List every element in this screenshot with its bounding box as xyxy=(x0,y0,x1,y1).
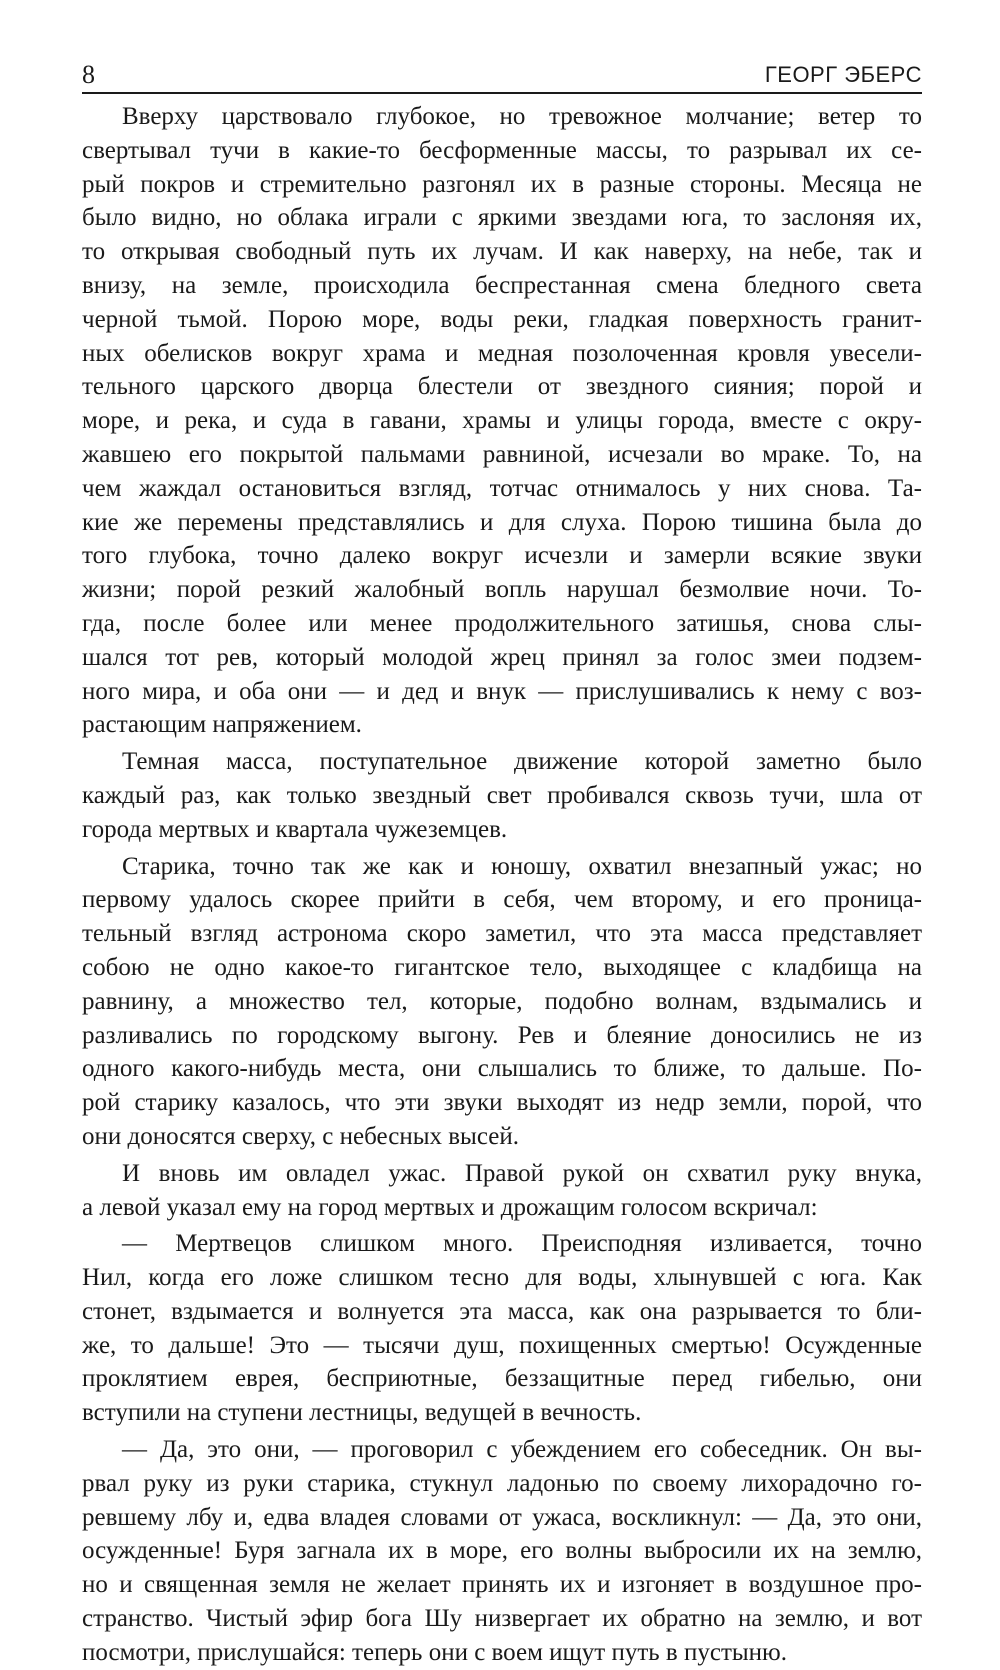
text-line: осужденные! Буря загнала их в море, его волны выбросили их на землю, xyxy=(82,1537,922,1565)
text-line: жавшею его покрытой пальмами равниной, исчезали во мраке. То, на xyxy=(82,440,922,468)
text-line: Старика, точно так же как и юношу, охватил внезапный ужас; но xyxy=(122,852,922,880)
text-line: море, и река, и суда в гавани, храмы и улицы города, вместе с окру- xyxy=(82,407,922,435)
text-line: собою не одно какое-то гигантское тело, выходящее с кладбища на xyxy=(82,953,922,981)
text-line: тельного царского дворца блестели от звездного сияния; порой и xyxy=(82,373,922,401)
text-line: И вновь им овладел ужас. Правой рукой он схватил руку внука, xyxy=(122,1159,922,1187)
text-line: Нил, когда его ложе слишком тесно для воды, хлынувшей с юга. Как xyxy=(82,1264,922,1292)
text-line: черной тьмой. Порою море, воды реки, гладкая поверхность гранит- xyxy=(82,305,922,333)
text-line: одного какого-нибудь места, они слышались то ближе, то дальше. По- xyxy=(82,1055,922,1083)
text-line: странство. Чистый эфир бога Шу низвергает их обратно на землю, и вот xyxy=(82,1605,922,1633)
page-header xyxy=(82,60,922,94)
text-line: свертывал тучи в какие-то бесформенные массы, то разрывал их се- xyxy=(82,136,922,164)
text-line: разливались по городскому выгону. Рев и блеяние доносились не из xyxy=(82,1021,922,1049)
paragraph xyxy=(82,1157,922,1225)
text-line: равнину, а множество тел, которые, подобно волнам, вздымались и xyxy=(82,987,922,1015)
text-line: кие же перемены представлялись и для слуха. Порою тишина была до xyxy=(82,508,922,536)
text-line: внизу, на земле, происходила беспрестанная смена бледного света xyxy=(82,271,922,299)
text-line: рой старику казалось, что эти звуки выходят из недр земли, порой, что xyxy=(82,1089,922,1117)
text-line: проклятием еврея, бесприютные, беззащитные перед гибелью, они xyxy=(82,1365,922,1393)
text-line: но и священная земля не желает принять их и изгоняет в воздушное про- xyxy=(82,1571,922,1599)
paragraph xyxy=(82,850,922,1154)
text-line: стонет, вздымается и волнуется эта масса, как она разрывается то бли- xyxy=(82,1297,922,1325)
text-line: они доносятся сверху, с небесных высей. xyxy=(82,1122,519,1150)
paragraph xyxy=(82,1227,922,1430)
text-line: Вверху царствовало глубокое, но тревожное молчание; ветер то xyxy=(122,103,922,130)
text-line: вступили на ступени лестницы, ведущей в вечность. xyxy=(82,1399,642,1427)
text-line: шался тот рев, который молодой жрец принял за голос змеи подзем- xyxy=(82,643,922,671)
text-line: растающим напряжением. xyxy=(82,711,362,739)
text-line: а левой указал ему на город мертвых и дрожащим голосом вскричал: xyxy=(82,1193,818,1221)
text-line: посмотри, прислушайся: теперь они с воем ищут путь в пустыню. xyxy=(82,1638,787,1666)
text-line: каждый раз, как только звездный свет пробивался сквозь тучи, шла от xyxy=(82,781,922,809)
page-number: 8 xyxy=(82,60,95,89)
text-line: то открывая свободный путь их лучам. И как наверху, на небе, так и xyxy=(82,238,922,266)
paragraph xyxy=(82,100,922,742)
text-line: — Мертвецов слишком много. Преисподняя изливается, точно xyxy=(122,1230,922,1258)
text-line: чем жаждал остановиться взгляд, тотчас отнималось у них снова. Та- xyxy=(82,474,922,502)
text-line: первому удалось скорее прийти в себя, чем второму, и его проница- xyxy=(82,886,922,914)
text-line: ных обелисков вокруг храма и медная позолоченная кровля увесели- xyxy=(82,339,922,367)
running-head-author: ГЕОРГ ЭБЕРС xyxy=(764,62,922,87)
page-body xyxy=(82,100,922,1670)
text-line: жизни; порой резкий жалобный вопль нарушал безмолвие ночи. То- xyxy=(82,576,922,604)
paragraph xyxy=(82,1433,922,1670)
text-line: рый покров и стремительно разгонял их в разные стороны. Месяца не xyxy=(82,170,922,198)
text-line: ревшему лбу и, едва владея словами от ужаса, воскликнул: — Да, это они, xyxy=(82,1503,922,1531)
text-line: ного мира, и оба они — и дед и внук — прислушивались к нему с воз- xyxy=(82,677,922,705)
text-line: рвал руку из руки старика, стукнул ладонью по своему лихорадочно го- xyxy=(82,1469,922,1497)
text-line: того глубока, точно далеко вокруг исчезли и замерли всякие звуки xyxy=(82,542,922,570)
text-line: тельный взгляд астронома скоро заметил, что эта масса представляет xyxy=(82,920,922,948)
paragraph xyxy=(82,745,922,846)
text-line: же, то дальше! Это — тысячи душ, похищенных смертью! Осужденные xyxy=(82,1331,922,1359)
text-line: города мертвых и квартала чужеземцев. xyxy=(82,815,508,843)
text-line: Темная масса, поступательное движение которой заметно было xyxy=(122,748,922,776)
text-line: — Да, это они, — проговорил с убеждением его собеседник. Он вы- xyxy=(122,1436,922,1464)
text-line: было видно, но облака играли с яркими звездами юга, то заслоняя их, xyxy=(82,204,922,232)
text-line: гда, после более или менее продолжительного затишья, снова слы- xyxy=(82,609,922,637)
